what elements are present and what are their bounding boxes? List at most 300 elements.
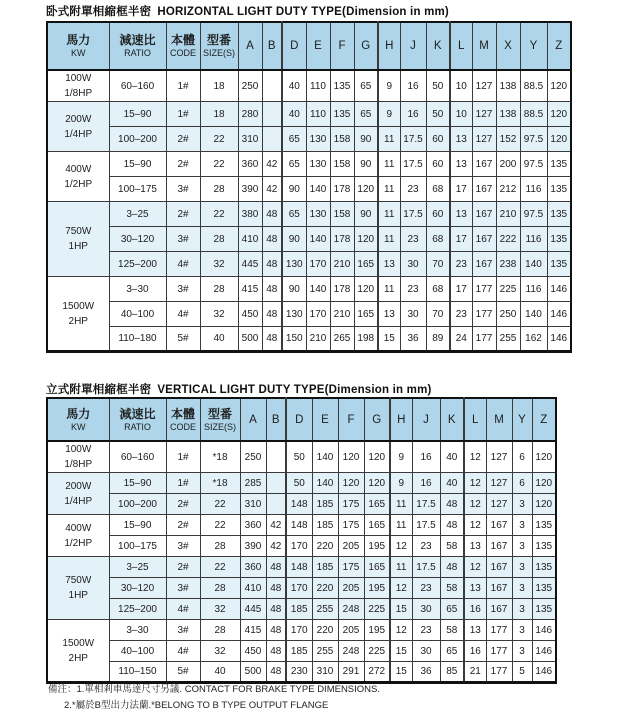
data-cell: 17.5 <box>400 127 426 152</box>
table-row <box>47 441 556 473</box>
data-cell: 3 <box>512 557 532 578</box>
data-cell: 360 <box>238 152 262 177</box>
data-cell: 89 <box>426 327 450 352</box>
data-cell: 127 <box>472 70 496 102</box>
data-cell: 3–25 <box>109 557 166 578</box>
data-cell: 3# <box>166 578 200 599</box>
data-cell: 3 <box>512 536 532 557</box>
data-cell: 42 <box>266 515 286 536</box>
data-cell: 1# <box>166 102 200 127</box>
data-cell: 120 <box>354 277 378 302</box>
table-row <box>47 578 556 599</box>
data-cell: 135 <box>532 557 556 578</box>
data-cell: 6 <box>512 473 532 494</box>
table-row <box>47 536 556 557</box>
data-cell: 205 <box>338 536 364 557</box>
data-cell: 22 <box>200 494 240 515</box>
data-cell: 170 <box>286 536 312 557</box>
col-header-g: G <box>354 22 378 70</box>
data-cell: 135 <box>330 102 354 127</box>
data-cell: 12 <box>390 620 412 641</box>
col-header-label-en: KW <box>71 48 86 59</box>
data-cell: 4# <box>166 641 200 662</box>
data-cell <box>262 102 282 127</box>
power-hp-label: 1/4HP <box>64 128 93 140</box>
data-cell: 15 <box>390 662 412 683</box>
data-cell: 40–100 <box>109 641 166 662</box>
col-header-z: Z <box>532 398 556 441</box>
data-cell: 11 <box>378 202 400 227</box>
data-cell: 68 <box>426 227 450 252</box>
data-cell: 48 <box>266 578 286 599</box>
data-cell: 110 <box>306 102 330 127</box>
data-cell: 167 <box>472 227 496 252</box>
power-group-cell-100w <box>47 441 109 473</box>
data-cell: 410 <box>240 578 266 599</box>
data-cell: 90 <box>354 127 378 152</box>
data-cell: 5# <box>166 662 200 683</box>
col-header-label-zh: 馬力 <box>66 33 91 48</box>
table-row <box>47 599 556 620</box>
data-cell: 42 <box>262 152 282 177</box>
data-cell: 135 <box>547 177 571 202</box>
data-cell: 22 <box>200 515 240 536</box>
data-cell: 100–200 <box>109 494 166 515</box>
col-header-a: A <box>238 22 262 70</box>
data-cell: 4# <box>166 252 200 277</box>
data-cell: 255 <box>312 641 338 662</box>
data-cell: 11 <box>378 277 400 302</box>
data-cell: 40 <box>440 441 464 473</box>
power-hp-label: 1/8HP <box>64 459 93 470</box>
data-cell: 12 <box>390 578 412 599</box>
data-cell: 167 <box>486 515 512 536</box>
data-cell: 88.5 <box>520 70 547 102</box>
data-cell: 15 <box>390 641 412 662</box>
data-cell: 225 <box>364 641 390 662</box>
data-cell: 13 <box>378 302 400 327</box>
table-row <box>47 202 571 227</box>
data-cell: 22 <box>200 127 238 152</box>
data-cell: 127 <box>486 494 512 515</box>
data-cell: 28 <box>200 536 240 557</box>
data-cell: 165 <box>354 252 378 277</box>
data-cell: 177 <box>486 620 512 641</box>
col-header-label-zh: 減速比 <box>119 406 156 421</box>
data-cell: 11 <box>390 557 412 578</box>
data-cell: 97.5 <box>520 202 547 227</box>
data-cell: 16 <box>464 599 486 620</box>
data-cell: 23 <box>400 177 426 202</box>
data-cell: 30–120 <box>109 578 166 599</box>
data-cell: 222 <box>496 227 520 252</box>
data-cell: 22 <box>200 202 238 227</box>
data-cell: 17.5 <box>412 494 440 515</box>
table-row <box>47 127 571 152</box>
data-cell: 185 <box>312 515 338 536</box>
data-cell: 88.5 <box>520 102 547 127</box>
data-cell: 17.5 <box>412 515 440 536</box>
data-cell: 127 <box>486 473 512 494</box>
data-cell: 3–25 <box>109 202 166 227</box>
data-cell: 32 <box>200 252 238 277</box>
col-header-l: L <box>450 22 472 70</box>
power-group-cell-400w <box>47 515 109 557</box>
power-hp-label: 2HP <box>68 652 88 664</box>
data-cell: 120 <box>532 494 556 515</box>
data-cell: 167 <box>486 578 512 599</box>
data-cell: 13 <box>450 127 472 152</box>
vertical-table-title <box>46 381 432 397</box>
data-cell: 36 <box>400 327 426 352</box>
power-group-cell-200w <box>47 102 109 152</box>
data-cell: 90 <box>282 227 306 252</box>
data-cell: 9 <box>390 473 412 494</box>
data-cell: 3 <box>512 515 532 536</box>
data-cell: 120 <box>338 473 364 494</box>
data-cell: 255 <box>312 599 338 620</box>
data-cell: 177 <box>472 302 496 327</box>
data-cell: 60–160 <box>109 70 166 102</box>
data-cell: 120 <box>364 473 390 494</box>
data-cell: 170 <box>306 252 330 277</box>
vertical-table-title-zh: 立式附單相縮框半密 <box>46 384 152 396</box>
data-cell: 70 <box>426 302 450 327</box>
power-watts-label: 100W <box>65 444 92 455</box>
data-cell: 110–180 <box>109 327 166 352</box>
data-cell: 410 <box>238 227 262 252</box>
data-cell: 28 <box>200 227 238 252</box>
data-cell: 450 <box>240 641 266 662</box>
data-cell: 130 <box>306 127 330 152</box>
data-cell: 48 <box>262 252 282 277</box>
table-row <box>47 277 571 302</box>
data-cell: 200 <box>496 152 520 177</box>
data-cell: 130 <box>306 202 330 227</box>
data-cell: 120 <box>364 441 390 473</box>
data-cell: 248 <box>338 641 364 662</box>
data-cell: 220 <box>312 620 338 641</box>
data-cell: 48 <box>266 557 286 578</box>
data-cell: 135 <box>330 70 354 102</box>
data-cell: 291 <box>338 662 364 683</box>
data-cell: 48 <box>262 327 282 352</box>
data-cell: 3 <box>512 599 532 620</box>
col-header-d: D <box>282 22 306 70</box>
data-cell: 15 <box>390 599 412 620</box>
data-cell: 225 <box>364 599 390 620</box>
data-cell: 16 <box>412 441 440 473</box>
col-header-y: Y <box>520 22 547 70</box>
data-cell: 167 <box>486 599 512 620</box>
data-cell: 60 <box>426 152 450 177</box>
power-hp-label: 1/2HP <box>64 178 93 190</box>
col-header-label-en: SIZE(S) <box>203 421 236 432</box>
data-cell: 165 <box>364 515 390 536</box>
data-cell: 1# <box>166 473 200 494</box>
col-header-m: M <box>486 398 512 441</box>
table-row <box>47 641 556 662</box>
col-header-a: A <box>240 398 266 441</box>
data-cell: 212 <box>496 177 520 202</box>
vertical-table-container <box>46 397 557 684</box>
data-cell: 11 <box>378 152 400 177</box>
data-cell: 65 <box>282 127 306 152</box>
data-cell: 220 <box>312 536 338 557</box>
data-cell: 17.5 <box>400 152 426 177</box>
data-cell: 40 <box>200 327 238 352</box>
data-cell: 30 <box>400 302 426 327</box>
data-cell: 23 <box>400 227 426 252</box>
data-cell: 50 <box>286 441 312 473</box>
col-header-label-en: CODE <box>169 48 196 59</box>
data-cell: 3 <box>512 620 532 641</box>
data-cell: 100–175 <box>109 536 166 557</box>
data-cell: 185 <box>312 557 338 578</box>
col-header-k: K <box>426 22 450 70</box>
data-cell: 70 <box>426 252 450 277</box>
data-cell <box>266 494 286 515</box>
data-cell: 152 <box>496 127 520 152</box>
data-cell: 158 <box>330 127 354 152</box>
data-cell: 13 <box>464 620 486 641</box>
col-header-x: X <box>496 22 520 70</box>
table-row <box>47 327 571 352</box>
data-cell: 138 <box>496 102 520 127</box>
data-cell: 390 <box>240 536 266 557</box>
data-cell: 10 <box>450 102 472 127</box>
data-cell: 177 <box>472 327 496 352</box>
data-cell: 272 <box>364 662 390 683</box>
data-cell: 116 <box>520 277 547 302</box>
data-cell: 90 <box>282 277 306 302</box>
data-cell: 220 <box>312 578 338 599</box>
data-cell: 12 <box>464 473 486 494</box>
data-cell: 310 <box>238 127 262 152</box>
data-cell: 15–90 <box>109 152 166 177</box>
power-hp-label: 1/2HP <box>64 537 93 549</box>
horizontal-spec-table <box>46 21 572 353</box>
data-cell: 28 <box>200 578 240 599</box>
data-cell: 140 <box>312 473 338 494</box>
data-cell: 23 <box>450 252 472 277</box>
data-cell: 40 <box>282 70 306 102</box>
power-watts-label: 400W <box>65 522 92 534</box>
col-header-d: D <box>286 398 312 441</box>
data-cell: 2# <box>166 494 200 515</box>
col-header-code <box>166 398 200 441</box>
data-cell: 165 <box>364 557 390 578</box>
data-cell: 280 <box>238 102 262 127</box>
table-row <box>47 494 556 515</box>
data-cell: 135 <box>532 515 556 536</box>
data-cell: 1# <box>166 441 200 473</box>
data-cell: 178 <box>330 227 354 252</box>
data-cell <box>262 127 282 152</box>
data-cell: 65 <box>282 152 306 177</box>
col-header-g: G <box>364 398 390 441</box>
data-cell: 40 <box>200 662 240 683</box>
data-cell: 167 <box>486 557 512 578</box>
data-cell: 146 <box>547 327 571 352</box>
power-watts-label: 1500W <box>62 300 95 312</box>
data-cell: 48 <box>440 557 464 578</box>
data-cell: 42 <box>266 536 286 557</box>
col-header-j: J <box>400 22 426 70</box>
data-cell: 445 <box>240 599 266 620</box>
data-cell: 58 <box>440 536 464 557</box>
table-row <box>47 557 556 578</box>
data-cell: 120 <box>532 473 556 494</box>
data-cell <box>262 70 282 102</box>
col-header-j: J <box>412 398 440 441</box>
data-cell: 17 <box>450 177 472 202</box>
data-cell: 17 <box>450 277 472 302</box>
power-watts-label: 750W <box>65 226 92 237</box>
data-cell: 18 <box>200 102 238 127</box>
table-row <box>47 302 571 327</box>
data-cell: 445 <box>238 252 262 277</box>
data-cell: 48 <box>262 277 282 302</box>
power-group-cell-1500w <box>47 620 109 683</box>
data-cell: 140 <box>312 441 338 473</box>
data-cell: 167 <box>472 252 496 277</box>
horizontal-table-title-zh: 卧式附單相縮框半密 <box>46 6 152 18</box>
col-header-label-zh: 馬力 <box>66 406 91 421</box>
data-cell: 16 <box>400 102 426 127</box>
data-cell: 50 <box>426 102 450 127</box>
data-cell: 175 <box>338 515 364 536</box>
table-row <box>47 620 556 641</box>
data-cell: 3# <box>166 536 200 557</box>
data-cell: 48 <box>266 641 286 662</box>
data-cell: 28 <box>200 177 238 202</box>
data-cell: 135 <box>532 578 556 599</box>
data-cell: 3# <box>166 177 200 202</box>
col-header-size-s- <box>200 22 238 70</box>
data-cell: 177 <box>486 662 512 683</box>
data-cell: 310 <box>312 662 338 683</box>
power-hp-label: 1HP <box>68 590 88 601</box>
data-cell: 97.5 <box>520 152 547 177</box>
data-cell: 205 <box>338 620 364 641</box>
data-cell: 18 <box>200 70 238 102</box>
col-header-label-zh: 本體 <box>170 406 195 421</box>
data-cell: 140 <box>520 302 547 327</box>
footnote-output-flange: 2.*屬於B型出力法蘭.*BELONG TO B TYPE OUTPUT FLANGE <box>64 700 329 712</box>
data-cell: 16 <box>464 641 486 662</box>
data-cell: 167 <box>486 536 512 557</box>
data-cell: 24 <box>450 327 472 352</box>
data-cell: 10 <box>450 70 472 102</box>
data-cell: 68 <box>426 177 450 202</box>
data-cell: 48 <box>262 227 282 252</box>
col-header-kw <box>47 398 109 441</box>
data-cell: 3# <box>166 620 200 641</box>
data-cell: 185 <box>286 599 312 620</box>
data-cell: 130 <box>282 252 306 277</box>
data-cell: 15 <box>378 327 400 352</box>
data-cell: 65 <box>354 70 378 102</box>
power-group-cell-750w <box>47 202 109 277</box>
data-cell: 177 <box>486 641 512 662</box>
data-cell: 250 <box>496 302 520 327</box>
data-cell: 17.5 <box>400 202 426 227</box>
data-cell: 135 <box>547 202 571 227</box>
data-cell: 500 <box>238 327 262 352</box>
table-row <box>47 473 556 494</box>
data-cell: 97.5 <box>520 127 547 152</box>
data-cell: 15–90 <box>109 473 166 494</box>
power-group-cell-1500w <box>47 277 109 352</box>
power-group-cell-100w <box>47 70 109 102</box>
data-cell: 167 <box>472 152 496 177</box>
power-watts-label: 1500W <box>62 637 95 649</box>
data-cell: 360 <box>240 557 266 578</box>
col-header-label-zh: 減速比 <box>119 33 156 48</box>
data-cell: 90 <box>354 202 378 227</box>
table-row <box>47 252 571 277</box>
data-cell: 2# <box>166 127 200 152</box>
data-cell: 150 <box>282 327 306 352</box>
data-cell: 16 <box>412 473 440 494</box>
data-cell: 11 <box>378 227 400 252</box>
data-cell: 185 <box>286 641 312 662</box>
col-header-label-en: CODE <box>169 421 196 432</box>
data-cell: 12 <box>464 441 486 473</box>
data-cell: 11 <box>378 127 400 152</box>
data-cell: 65 <box>282 202 306 227</box>
table-row <box>47 70 571 102</box>
data-cell: 23 <box>412 620 440 641</box>
data-cell: 127 <box>472 102 496 127</box>
data-cell: 2# <box>166 515 200 536</box>
data-cell: 120 <box>547 70 571 102</box>
col-header-z: Z <box>547 22 571 70</box>
data-cell: 48 <box>440 515 464 536</box>
data-cell: 3# <box>166 277 200 302</box>
data-cell: 40–100 <box>109 302 166 327</box>
data-cell: 140 <box>520 252 547 277</box>
col-header-l: L <box>464 398 486 441</box>
data-cell: 146 <box>547 277 571 302</box>
data-cell: 116 <box>520 177 547 202</box>
horizontal-table-title-en: HORIZONTAL LIGHT DUTY TYPE(Dimension in mm) <box>157 6 449 18</box>
data-cell: 58 <box>440 620 464 641</box>
data-cell: 36 <box>412 662 440 683</box>
data-cell <box>266 441 286 473</box>
data-cell <box>266 473 286 494</box>
data-cell: 310 <box>240 494 266 515</box>
data-cell: 12 <box>464 557 486 578</box>
data-cell: 167 <box>472 202 496 227</box>
data-cell: 11 <box>390 494 412 515</box>
data-cell: 28 <box>200 277 238 302</box>
data-cell: 130 <box>306 152 330 177</box>
data-cell: 127 <box>486 441 512 473</box>
data-cell: 13 <box>464 536 486 557</box>
data-cell: 12 <box>390 536 412 557</box>
col-header-label-en: SIZE(S) <box>202 48 235 59</box>
data-cell: 11 <box>378 177 400 202</box>
data-cell: 178 <box>330 277 354 302</box>
data-cell: 23 <box>412 536 440 557</box>
data-cell: 138 <box>496 70 520 102</box>
data-cell: 28 <box>200 620 240 641</box>
data-cell: 120 <box>338 441 364 473</box>
data-cell: 32 <box>200 599 240 620</box>
data-cell: 135 <box>547 227 571 252</box>
